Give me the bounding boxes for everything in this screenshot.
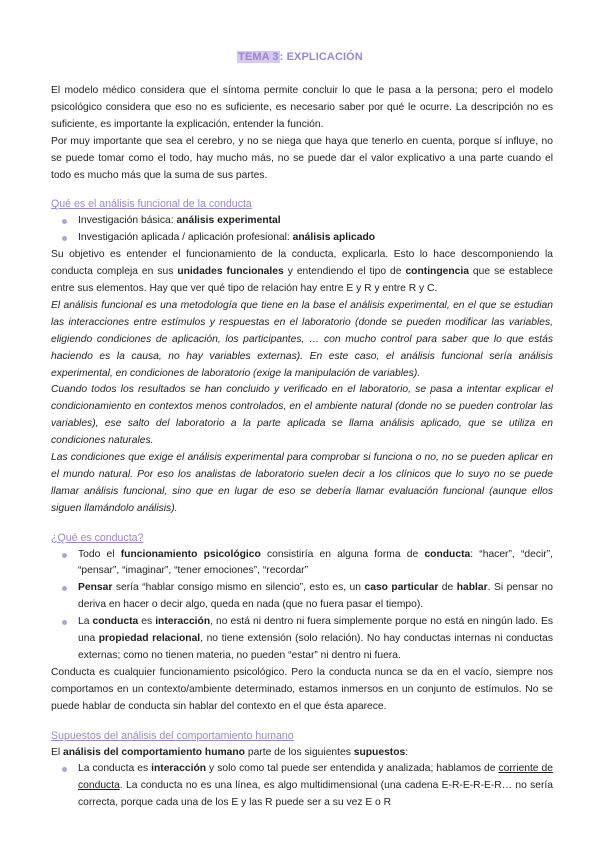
s3-bullet-1 (51, 761, 553, 812)
s2-bullet-2 (51, 580, 553, 614)
s2-b1-c: consistiría en alguna forma de (260, 548, 425, 560)
s3-p1-e: : (405, 746, 409, 758)
s1-bullet-applied (51, 230, 553, 247)
s2-b3-d: interacción (155, 616, 211, 628)
s1-bullet-basic-text: Investigación básica: (78, 215, 177, 227)
s2-b3-f: propiedad relacional (98, 633, 201, 645)
page-title (0, 51, 600, 63)
s2-b3-a: La (78, 616, 93, 628)
s2-b2-c: caso particular (364, 582, 439, 594)
s2-b1-a: Todo el (78, 548, 121, 560)
s1-bullet-basic-bold: análisis experimental (176, 215, 281, 227)
s2-b1-d: conducta (424, 548, 471, 560)
s2-b3-c: es (138, 616, 156, 628)
s3-b1-b: interacción (151, 763, 207, 775)
s2-paragraph-behavior: Conducta es cualquier funcionamiento psicológico. Pero la conducta nunca se da en el vacío, siempre nos comportamos en un contexto/ambiente determinado, estamos inmersos en un conjunto de estímulos. No se puede hablar de conducta sin hablar del contexto en el que ésta aparece. (51, 666, 553, 712)
s1-bullet-basic (51, 213, 553, 230)
s2-b2-d: de (438, 582, 457, 594)
s1-bullet-list (51, 213, 553, 247)
s3-p1-a: El (51, 746, 64, 758)
section-heading-assumptions: Supuestos del análisis del comportamiento humano (51, 729, 294, 742)
s1-italic-paragraph-2: Cuando todos los resultados se han concluido y verificado en el laboratorio, se pasa a intentar explicar el condicionamiento en contextos menos controlados, en el ambiente natural (donde no se pueden controlar las variables), ese salto del laboratorio a la parte aplicada se llama análisis aplicado, que se utiliza en condiciones naturales. (51, 384, 553, 447)
s1-p1-a: Su objetivo es entender el funcionamiento de la conducta, explicarla. Esto lo hace descomponiendo la conducta compleja en sus (51, 249, 553, 278)
s1-p1-d: contingencia (405, 266, 469, 278)
s2-b3-g: , no tiene extensión (solo relación). No hay conductas internas ni conductas externas; como no tienen materia, no pueden “estar” ni dentro ni fuera. (78, 633, 553, 661)
s3-b1-d: corriente de conducta (78, 763, 553, 792)
s1-p1-c: y entendiendo el tipo de (283, 266, 406, 278)
section-heading-what-is-behavior: ¿Qué es conducta? (51, 531, 144, 544)
s2-bullet-3 (51, 614, 553, 665)
s1-p1-b: unidades funcionales (177, 266, 284, 278)
s2-b2-f: . Si pensar no deriva en hacer o decir algo, queda en nada (que no fuera pasar el tiempo). (78, 582, 553, 611)
s1-italic-paragraph-1: El análisis funcional es una metodología que tiene en la base el análisis experimental, en el que se estudian las interacciones entre estímulos y respuestas en el laboratorio (donde se pueden modificar las variables, eligiendo condiciones de aplicación, los participantes, … con mucho control para saber que lo que estás haciendo es la causa, no hay variables externas). En este caso, el análisis funcional sería análisis experimental, en condiciones de laboratorio (exige la manipulación de variables). (51, 299, 553, 379)
s2-b3-b: conducta (92, 616, 139, 628)
s3-p1-b: análisis del comportamiento humano (63, 746, 245, 758)
title-highlight: TEMA 3 (238, 51, 279, 63)
s3-b1-a: La conducta es (78, 763, 152, 775)
s2-b1-b: funcionamiento psicológico (120, 548, 261, 560)
intro-paragraph-1: El modelo médico considera que el síntoma permite concluir lo que le pasa a la persona; pero el modelo psicológico considera que eso no es suficiente, es necesario saber por qué le ocurre. La descripción no es suficiente, es importante la explicación, entender la función. (51, 85, 553, 130)
s1-bullet-applied-bold: análisis aplicado (292, 232, 376, 244)
s3-b1-c: y solo como tal puede ser entendida y analizada; hablamos de (206, 763, 499, 775)
s3-p1-d: supuestos (353, 746, 406, 758)
title-rest: : EXPLICACIÓN (279, 51, 363, 63)
s1-paragraph-objective (51, 247, 553, 298)
s3-p1-c: parte de los siguientes (244, 746, 354, 758)
s2-b2-b: sería “hablar consigo mismo en silencio”, esto es, un (112, 582, 365, 594)
s1-italic-paragraph-3: Las condiciones que exige el análisis experimental para comprobar si funciona o no, no se pueden aplicar en el mundo natural. Por eso los analistas de laboratorio suelen decir a los clínicos que lo suyo no se puede llamar análisis funcional, sino que en lugar de eso se debería llamar evaluación funcional (aunque ellos siguen llamándolo análisis). (51, 452, 553, 514)
s3-b1-e: . La conducta no es una línea, es algo multidimensional (una cadena E-R-E-R-E-R… no sería correcta, porque cada una de los E y las R puede ser a su vez E o R (78, 780, 553, 809)
s2-bullet-list (51, 547, 553, 665)
s2-b2-a: Pensar (78, 582, 113, 594)
s2-b3-e: , no está ni dentro ni fuera simplemente porque no está en ningún lado. Es una (78, 616, 553, 645)
s1-bullet-applied-text: Investigación aplicada / aplicación profesional: (78, 232, 293, 244)
s1-p1-e: que se establece entre sus elementos. Hay que ver qué tipo de relación hay entre E y R y entre R y C. (51, 266, 554, 294)
s2-bullet-1 (51, 547, 553, 581)
document-body (51, 83, 553, 812)
intro-paragraph-2: Por muy importante que sea el cerebro, y no se niega que haya que tenerlo en cuenta, porque sí influye, no se puede tomar como el todo, hay mucho más, no se puede dar el valor explicativo a una parte cuando el todo es mucho más que la suma de sus partes. (51, 135, 553, 181)
s3-bullet-list (51, 761, 553, 812)
s2-b1-e: : “hacer”, “decir”, “pensar”, “imaginar”, “tener emociones”, “recordar” (78, 548, 553, 577)
section-heading-functional-analysis: Qué es el análisis funcional de la conducta (51, 198, 252, 211)
s2-b2-e: hablar (456, 582, 488, 594)
s3-paragraph-intro (51, 745, 553, 762)
